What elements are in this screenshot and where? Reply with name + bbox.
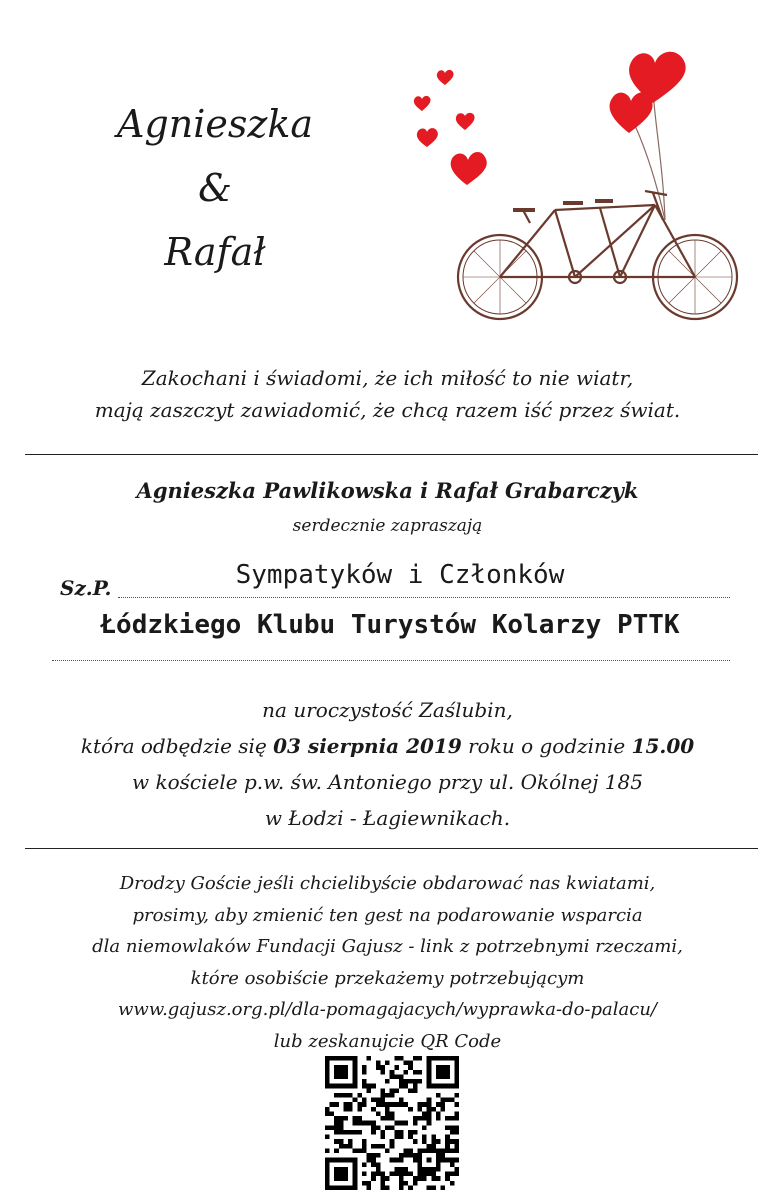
event-line-1: na uroczystość Zaślubin, <box>262 698 513 722</box>
gifts-note <box>0 868 775 1057</box>
poem <box>0 362 775 426</box>
tandem-bicycle-icon <box>405 45 750 330</box>
hosts-names: Agnieszka Pawlikowska i Rafał Grabarczyk <box>136 478 639 503</box>
poem-line-2: mają zaszczyt zawiadomić, że chcą razem iść przez świat. <box>94 398 681 422</box>
gifts-line-4: które osobiście przekażemy potrzebującym <box>190 967 585 989</box>
event-line-4: w Łodzi - Łagiewnikach. <box>264 806 511 830</box>
event-line-2 <box>0 728 775 764</box>
event-details <box>0 692 775 836</box>
gifts-link: www.gajusz.org.pl/dla-pomagajacych/wyprawka-do-palacu/ <box>118 999 657 1020</box>
gifts-line-3: dla niemowlaków Fundacji Gajusz - link z potrzebnymi rzeczami, <box>92 936 683 957</box>
heart-balloons-icon <box>414 52 686 220</box>
event-date: 03 sierpnia 2019 <box>273 734 462 758</box>
guest-line-2: Łódzkiego Klubu Turystów Kolarzy PTTK <box>100 610 680 640</box>
guest-prefix: Sz.P. <box>60 576 112 600</box>
gifts-line-6: lub zeskanujcie QR Code <box>273 1030 502 1052</box>
event-line-3: w kościele p.w. św. Antoniego przy ul. Okólnej 185 <box>132 770 643 794</box>
guest-dotted-line-1 <box>118 597 730 598</box>
guest-line-1: Sympatyków i Członków <box>235 560 565 590</box>
ampersand: & <box>198 166 232 210</box>
bride-name: Agnieszka <box>116 102 314 146</box>
event-line-2-mid: roku o godzinie <box>461 734 632 758</box>
event-time: 15.00 <box>631 734 695 758</box>
couple-names <box>95 92 335 284</box>
gifts-line-2: prosimy, aby zmienić ten gest na podarowanie wsparcia <box>132 904 643 926</box>
divider-top <box>25 454 758 455</box>
guest-dotted-line-2 <box>52 660 730 661</box>
qr-code-icon <box>325 1056 459 1190</box>
event-line-2-pre: która odbędzie się <box>80 734 274 758</box>
invite-text: serdecznie zapraszają <box>292 516 483 536</box>
gifts-line-1: Drodzy Goście jeśli chcielibyście obdarować nas kwiatami, <box>119 873 656 894</box>
poem-line-1: Zakochani i świadomi, że ich miłość to nie wiatr, <box>141 366 634 390</box>
groom-name: Rafał <box>164 230 266 274</box>
divider-bottom <box>25 848 758 849</box>
